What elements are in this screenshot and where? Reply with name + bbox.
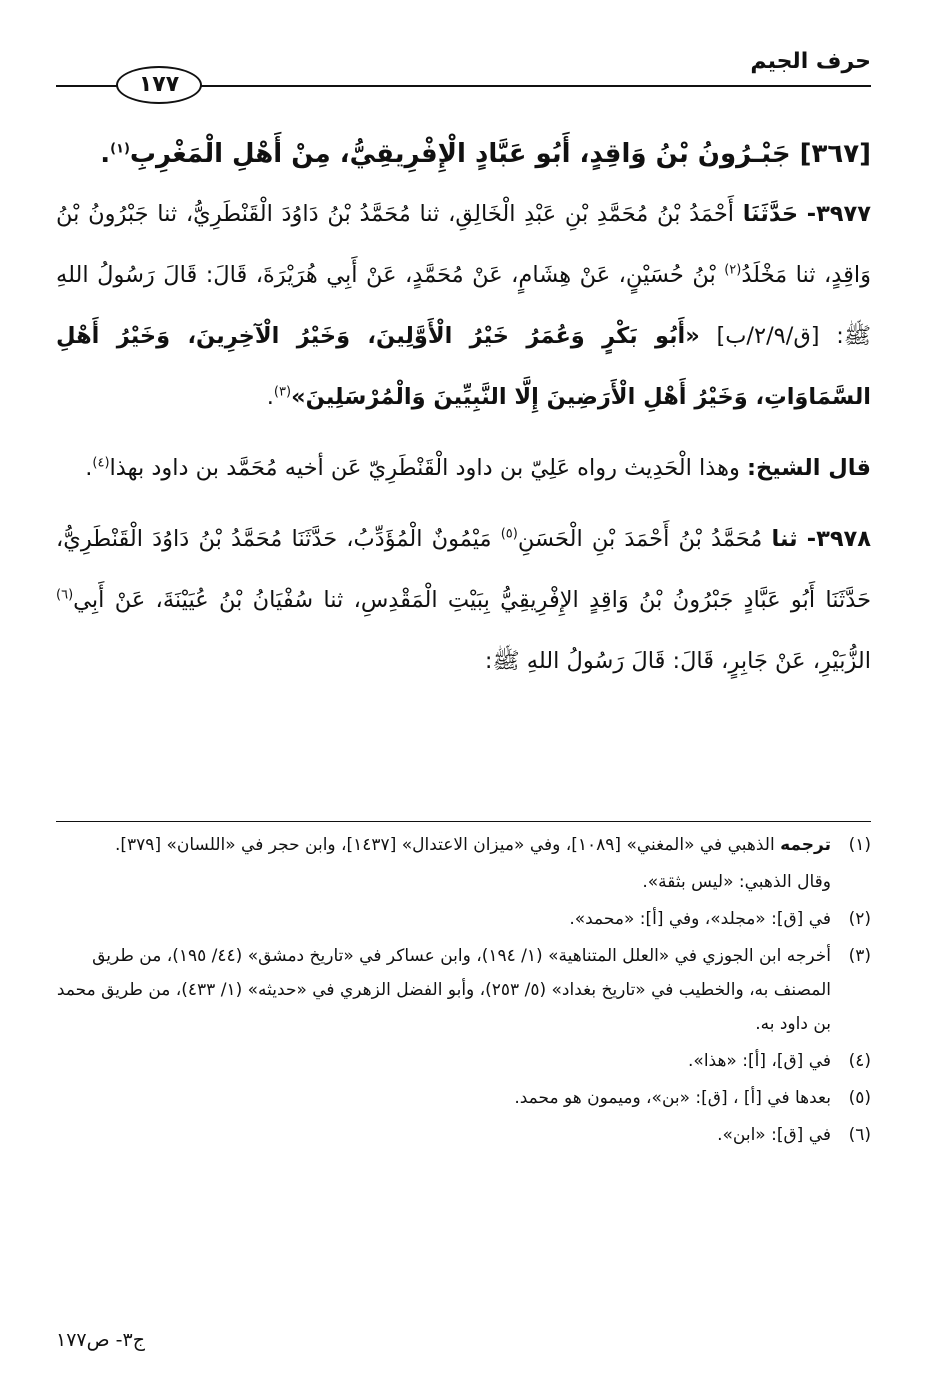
hadith-number: ٣٩٧٧-	[806, 201, 871, 227]
footnote-number: (٥)	[848, 1088, 871, 1108]
hadith-chain-end: الزُّبَيْرِ، عَنْ جَابِرٍ، قَالَ: قَالَ رَسُولُ اللهِ ﷺ:	[484, 648, 871, 674]
hadith-number: ٣٩٧٨-	[806, 526, 872, 552]
main-text	[56, 124, 871, 692]
hadith-chain-cont: بْنُ حُسَيْنٍ، عَنْ هِشَامٍ، عَنْ مُحَمَّدٍ، عَنْ أَبِي هُرَيْرَةَ، قَالَ: قَالَ رَسُولُ اللهِ ﷺ: [ق/٢/٩/ب]	[56, 262, 871, 349]
sheikh-label: قال الشيخ:	[747, 455, 871, 481]
hadith-lead: حَدَّثَنَا	[742, 201, 799, 227]
footnote-5: (٥) بعدها في [أ] ، [ق]: «بن»، وميمون هو محمد.	[56, 1081, 871, 1115]
footnote-number: (٣)	[848, 946, 871, 966]
page-header	[56, 48, 871, 104]
footnote-number: (٦)	[848, 1125, 871, 1145]
footnote-ref-3: (٣)	[273, 384, 292, 400]
hadith-3978	[56, 509, 871, 692]
page-number-badge: ١٧٧	[116, 66, 202, 104]
hadith-chain-cont: مَيْمُونٌ الْمُؤَدِّبُ، حَدَّثَنَا مُحَمَّدُ بْنُ دَاوُدَ الْقَنْطَرِيُّ، حَدَّثَنَا أَبُو عَبَّادٍ جَبْرُونُ بْنُ وَاقِدٍ الإِفْرِيقِيُّ بِبَيْتِ الْمَقْدِسِ، ثنا سُفْيَانُ بْنُ عُيَيْنَةَ، عَنْ أَبِي	[56, 526, 871, 613]
chapter-title: حرف الجيم	[750, 49, 871, 74]
footnote-ref-2: (٢)	[724, 262, 742, 278]
sheikh-text: وهذا الْحَدِيث رواه عَلِيّ بن داود الْقَنْطَرِيّ عَن أخيه مُحَمَّد بن داود بهذا	[109, 455, 740, 481]
footnote-ref-5: (٥)	[500, 526, 518, 542]
footnote-1-continued: وقال الذهبي: «ليس بثقة».	[642, 872, 831, 892]
footnote-2: (٢) في [ق]: «مجلد»، وفي [أ]: «محمد».	[56, 902, 871, 936]
footnote-ref-4: (٤)	[92, 455, 110, 471]
hadith-3977: ٣٩٧٧- حَدَّثَنَا أَحْمَدُ بْنُ مُحَمَّدِ بْنِ عَبْدِ الْخَالِقِ، ثنا مُحَمَّدُ بْنُ دَاوُدَ الْقَنْطَرِيُّ، ثنا جَبْرُونُ بْنُ وَاقِدٍ، ثنا مَخْلَدُ$^{(٢)}$ بْنُ حُسَيْنٍ، عَنْ هِشَامٍ، عَنْ مُحَمَّدٍ، عَنْ أَبِي هُرَيْرَةَ، قَالَ: قَالَ رَسُولُ اللهِ ﷺ: [ق/٢/٩/ب] «أَبُو بَكْرٍ وَعُمَرُ خَيْرُ الْأَوَّلِينَ، وَخَيْرُ الْآخِرِينَ، وَخَيْرُ أَهْلِ السَّمَاوَاتِ، وَخَيْرُ أَهْلِ الْأَرَضِينَ إِلَّا النَّبِيِّينَ وَالْمُرْسَلِينَ»$^{(٣)}$.	[56, 201, 871, 410]
footnote-ref-6: (٦)	[56, 587, 74, 603]
footnote-ref-1: (١)	[110, 141, 130, 157]
footnote-3: (٣) أخرجه ابن الجوزي في «العلل المتناهية» (١/ ١٩٤)، وابن عساكر في «تاريخ دمشق» (٤٤/ ١٩٥)، من طريق المصنف به، والخطيب في «تاريخ بغداد» (٥/ ٢٥٣)، وأبو الفضل الزهري في «حديثه» (١/ ٤٣٣)، من طريق محمد بن داود به.	[56, 939, 871, 1041]
hadith-chain: مُحَمَّدُ بْنُ أَحْمَدَ بْنِ الْحَسَنِ	[517, 526, 763, 552]
hadith-text: «أَبُو بَكْرٍ وَعُمَرُ خَيْرُ الْأَوَّلِينَ، وَخَيْرُ الْآخِرِينَ، وَخَيْرُ أَهْلِ السَّمَاوَاتِ، وَخَيْرُ أَهْلِ الْأَرَضِينَ إِلَّا النَّبِيِّينَ وَالْمُرْسَلِينَ»	[56, 323, 871, 410]
footnote-6: (٦) في [ق]: «ابن».	[56, 1118, 871, 1152]
footnotes	[56, 828, 871, 1152]
volume-page-mark: ج٣- ص١٧٧	[56, 1329, 145, 1351]
entry-title: [٣٦٧] جَبْـرُونُ بْنُ وَاقِدٍ، أَبُو عَبَّادٍ الْإِفْرِيقِيُّ، مِنْ أَهْلِ الْمَغْرِبِ$^{(١)}$.	[100, 139, 871, 169]
footnote-number: (٢)	[848, 909, 871, 929]
footnote-separator	[56, 821, 871, 822]
footnote-number: (٤)	[848, 1051, 871, 1071]
hadith-chain: أَحْمَدُ بْنُ مُحَمَّدِ بْنِ عَبْدِ الْخَالِقِ، ثنا مُحَمَّدُ بْنُ دَاوُدَ الْقَنْطَرِيُّ، ثنا جَبْرُونُ بْنُ وَاقِدٍ، ثنا مَخْلَدُ	[56, 201, 871, 288]
footnote-number: (١)	[848, 835, 871, 855]
sheikh-comment: قال الشيخ: وهذا الْحَدِيث رواه عَلِيّ بن داود الْقَنْطَرِيّ عَن أخيه مُحَمَّد بن داود بهذا$^{(٤)}$.	[85, 455, 871, 481]
entry-title-text: [٣٦٧] جَبْـرُونُ بْنُ وَاقِدٍ، أَبُو عَبَّادٍ الْإِفْرِيقِيُّ، مِنْ أَهْلِ الْمَغْرِبِ	[129, 139, 871, 169]
footnote-4: (٤) في [ق]، [أ]: «هذا».	[56, 1044, 871, 1078]
footnote-1: (١) ترجمه الذهبي في «المغني» [١٠٨٩]، وفي «ميزان الاعتدال» [١٤٣٧]، وابن حجر في «اللسان» [٣٧٩].	[56, 828, 871, 862]
hadith-lead: ثنا	[771, 526, 798, 552]
